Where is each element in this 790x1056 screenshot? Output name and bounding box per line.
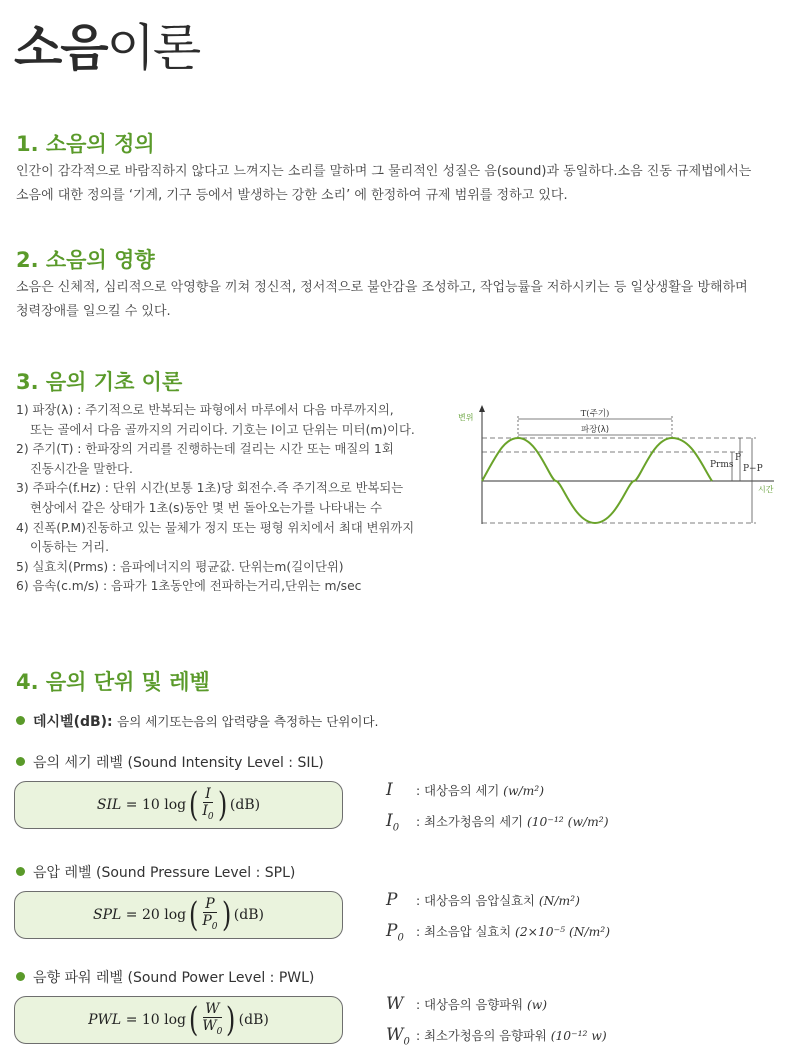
formula-denominator: I (202, 802, 208, 819)
effects-paragraph (16, 276, 776, 324)
formula-denominator-sub: 0 (211, 921, 218, 932)
sine-wave-diagram (456, 404, 782, 530)
section-title-definition: 1. 소음의 정의 (16, 132, 155, 156)
formula-fraction (202, 1001, 222, 1040)
spl-heading-text: 음압 레벨 (Sound Pressure Level : SPL) (33, 865, 296, 881)
formula-numerator: W (205, 1000, 220, 1017)
basics-list (16, 401, 456, 597)
list-item: 이동하는 거리. (30, 540, 110, 555)
pwl-heading-text: 음향 파워 레벨 (Sound Power Level : PWL) (33, 970, 315, 986)
formula-lhs: PWL (88, 1011, 122, 1028)
page-title-light: 이론 (106, 19, 200, 77)
formula-unit: (dB) (233, 906, 264, 923)
paragraph-line: 청력장애를 일으킬 수 있다. (16, 304, 171, 319)
formula-lhs: SIL (96, 796, 122, 813)
decibel-label: 데시벨(dB): (33, 714, 113, 730)
formula-fraction (202, 786, 213, 825)
page-title-bold: 소음 (14, 19, 107, 77)
formula-numerator: I (205, 785, 211, 802)
paragraph-line: 소음은 신체적, 심리적으로 악영향을 끼쳐 정신적, 정서적으로 불안감을 조성하고, 작업능률을 저하시키는 등 일상생활을 방해하며 (16, 280, 748, 295)
list-item: 6) 음속(c.m/s) : 음파가 1초동안에 전파하는거리,단위는 m/sec (16, 579, 362, 594)
pwl-definitions (386, 992, 607, 1055)
formula-denominator-sub: 0 (207, 811, 214, 822)
definition-row: W : 대상음의 음향파워 (w) (386, 994, 548, 1014)
prms-label: Prms (710, 460, 734, 470)
sil-definitions (386, 778, 609, 841)
section-title-basics: 3. 음의 기초 이론 (16, 370, 183, 394)
spl-formula-box: SPL = 20 log ( $\frac{P}{P_0}$ ) (dB) (14, 891, 343, 939)
list-item: 4) 진폭(P.M)진동하고 있는 물체가 정지 또는 평형 위치에서 최대 변위까지 (16, 520, 415, 535)
period-label: T(주기) (580, 409, 610, 419)
list-item: 현상에서 같은 상태가 1초(s)동안 몇 번 돌아오는가를 나타내는 수 (30, 500, 383, 515)
formula-eq: = 10 log (125, 1011, 187, 1028)
spl-heading (16, 862, 295, 882)
x-axis-label: 시간 (758, 485, 774, 494)
list-item: 5) 실효치(Prms) : 음파에너지의 평균값. 단위는m(길이단위) (16, 559, 344, 574)
section-title-units: 4. 음의 단위 및 레벨 (16, 670, 210, 694)
decibel-definition (16, 711, 379, 731)
decibel-description: 음의 세기또는음의 압력량을 측정하는 단위이다. (117, 714, 379, 729)
list-item: 3) 주파수(f.Hz) : 단위 시간(보통 1초)당 회전수.즉 주기적으로 반복되는 (16, 481, 404, 496)
sil-formula-box: SIL = 10 log ( $\frac{I}{I_0}$ ) (dB) (14, 781, 343, 829)
section-title-effects: 2. 소음의 영향 (16, 248, 155, 272)
list-item: 1) 파장(λ) : 주기적으로 반복되는 파형에서 마루에서 다음 마루까지의, (16, 403, 394, 417)
definition-row: P : 대상음의 음압실효치 (N/m²) (386, 890, 580, 910)
bullet-icon (16, 972, 25, 981)
formula-eq: = 20 log (125, 906, 187, 923)
bullet-icon (16, 867, 25, 876)
page-title (14, 8, 199, 80)
pwl-formula-box: PWL = 10 log ( $\frac{W}{W_0}$ ) (dB) (14, 996, 343, 1044)
spl-definitions (386, 888, 610, 951)
formula-denominator-sub: 0 (216, 1026, 223, 1037)
y-axis-arrow (479, 405, 485, 412)
sil-heading (16, 752, 324, 772)
definition-paragraph (16, 160, 776, 208)
list-item: 진동시간을 말한다. (30, 461, 133, 476)
definition-row: $P_0$ : 최소음압 실효치 (2×10⁻⁵ (N/m²) (386, 921, 611, 944)
formula-denominator: W (202, 1017, 217, 1034)
definition-row: I : 대상음의 세기 (w/m²) (386, 780, 545, 800)
formula-fraction (202, 896, 217, 935)
p-label: P (735, 453, 742, 463)
formula-eq: = 10 log (125, 796, 187, 813)
list-item: 또는 골에서 다음 골까지의 거리이다. 기호는 l이고 단위는 미터(m)이다. (30, 422, 415, 437)
sil-heading-text: 음의 세기 레벨 (Sound Intensity Level : SIL) (33, 755, 324, 771)
bullet-icon (16, 757, 25, 766)
formula-denominator: P (202, 912, 212, 929)
formula-unit: (dB) (238, 1011, 269, 1028)
definition-row: $I_0$ : 최소가청음의 세기 (10⁻¹² (w/m²) (386, 811, 609, 834)
paragraph-line: 인간이 감각적으로 바람직하지 않다고 느껴지는 소리를 말하며 그 물리적인 성질은 음(sound)과 동일하다.소음 진동 규제법에서는 (16, 164, 752, 179)
bullet-icon (16, 716, 25, 725)
formula-numerator: P (205, 895, 215, 912)
definition-row: $W_0$ : 최소가청음의 음향파워 (10⁻¹² w) (386, 1025, 607, 1048)
formula-lhs: SPL (93, 906, 122, 923)
formula-unit: (dB) (229, 796, 261, 813)
pp-label: P−P (743, 464, 763, 474)
paragraph-line: 소음에 대한 정의를 ‘기계, 기구 등에서 발생하는 강한 소리’ 에 한정하여 규제 범위를 정하고 있다. (16, 188, 568, 203)
wavelength-label: 파장(λ) (580, 425, 610, 435)
list-item: 2) 주기(T) : 한파장의 거리를 진행하는데 걸리는 시간 또는 매질의 1회 (16, 442, 394, 457)
pwl-heading (16, 967, 314, 987)
y-axis-label: 변위 (458, 413, 474, 422)
